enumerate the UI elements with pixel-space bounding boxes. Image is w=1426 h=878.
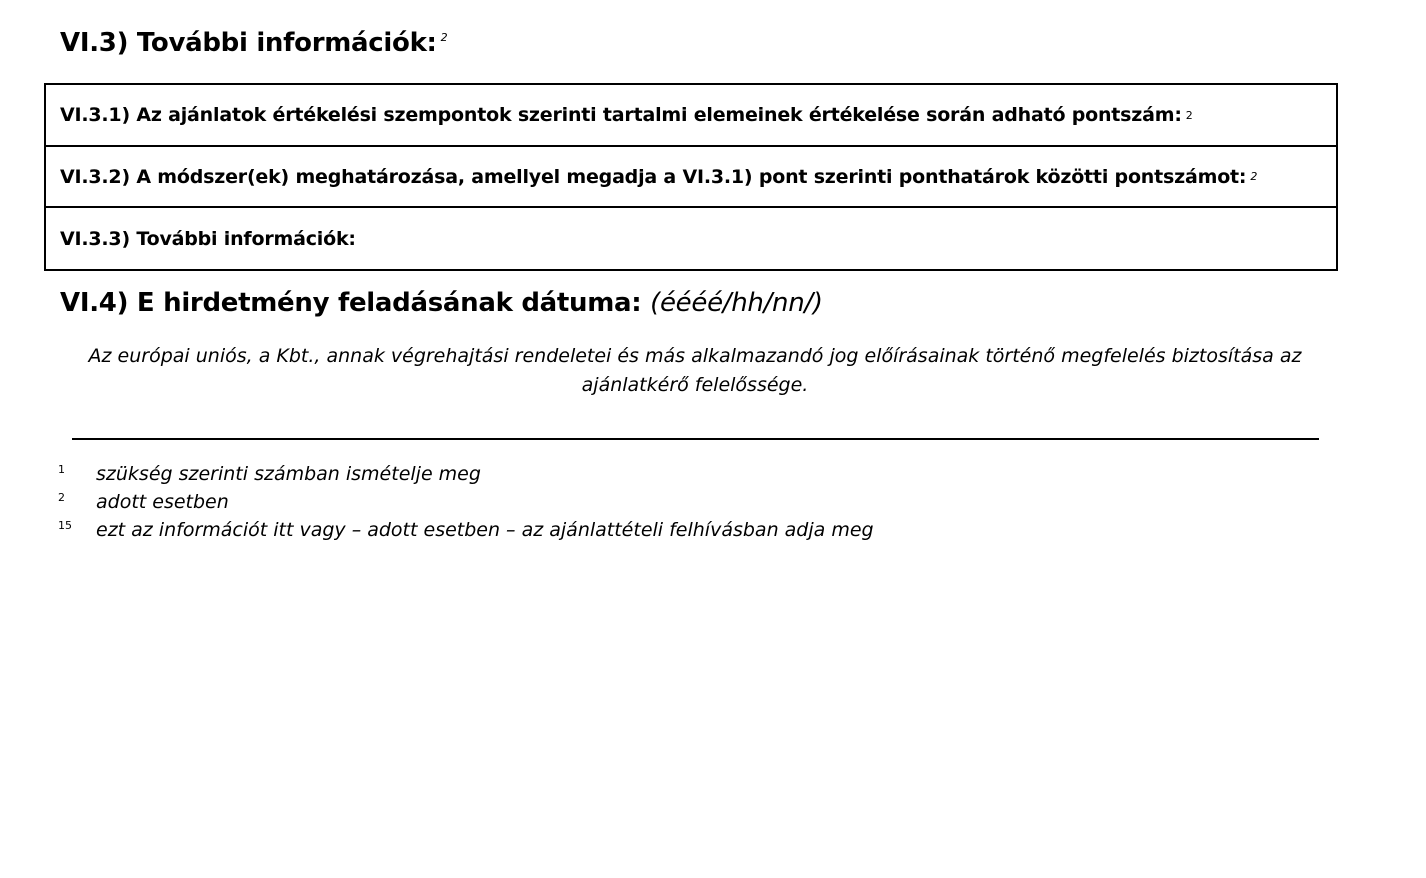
- section-vi3-title: [60, 28, 447, 58]
- footnote-text: adott esetben: [96, 491, 229, 513]
- section-vi3-1-label: VI.3.1) Az ajánlatok értékelési szempontok szerinti tartalmi elemeinek értékelése során adható pontszám:: [60, 104, 1182, 126]
- footnote-number: 1: [58, 463, 65, 476]
- section-vi4-title-text: VI.4) E hirdetmény feladásának dátuma:: [60, 288, 642, 318]
- section-vi3-2-row: [46, 145, 1336, 206]
- footnote-number: 15: [58, 519, 72, 532]
- section-vi3-2-label: VI.3.2) A módszer(ek) meghatározása, amellyel megadja a VI.3.1) pont szerinti ponthatárok közötti pontszámot:: [60, 165, 1247, 188]
- section-vi4-title: [60, 288, 823, 318]
- section-vi3-table: [44, 83, 1338, 271]
- footnote-item: [58, 519, 874, 541]
- section-vi3-footnote-ref: 2: [440, 31, 448, 45]
- footnote-number: 2: [58, 491, 65, 504]
- responsibility-notice: Az európai uniós, a Kbt., annak végrehajtási rendeletei és más alkalmazandó jog előírásainak történő megfelelés biztosítása az ajánlatkérő felelőssége.: [88, 345, 1302, 396]
- footnote-text: ezt az információt itt vagy – adott esetben – az ajánlattételi felhívásban adja meg: [96, 519, 874, 541]
- date-format-hint: (éééé/hh/nn/): [650, 288, 823, 318]
- section-vi3-1-footnote-ref: 2: [1185, 108, 1193, 122]
- footnote-text: szükség szerinti számban ismételje meg: [96, 463, 481, 485]
- section-vi3-3-label: VI.3.3) További információk:: [60, 227, 356, 250]
- footnote-divider: [72, 438, 1319, 440]
- section-vi3-3-row: [46, 206, 1336, 269]
- footnote-item: [58, 491, 229, 513]
- footnote-item: [58, 463, 481, 485]
- section-vi3-2-footnote-ref: 2: [1250, 170, 1258, 183]
- section-vi3-title-text: VI.3) További információk:: [60, 28, 437, 58]
- section-vi3-1-row: [46, 85, 1336, 145]
